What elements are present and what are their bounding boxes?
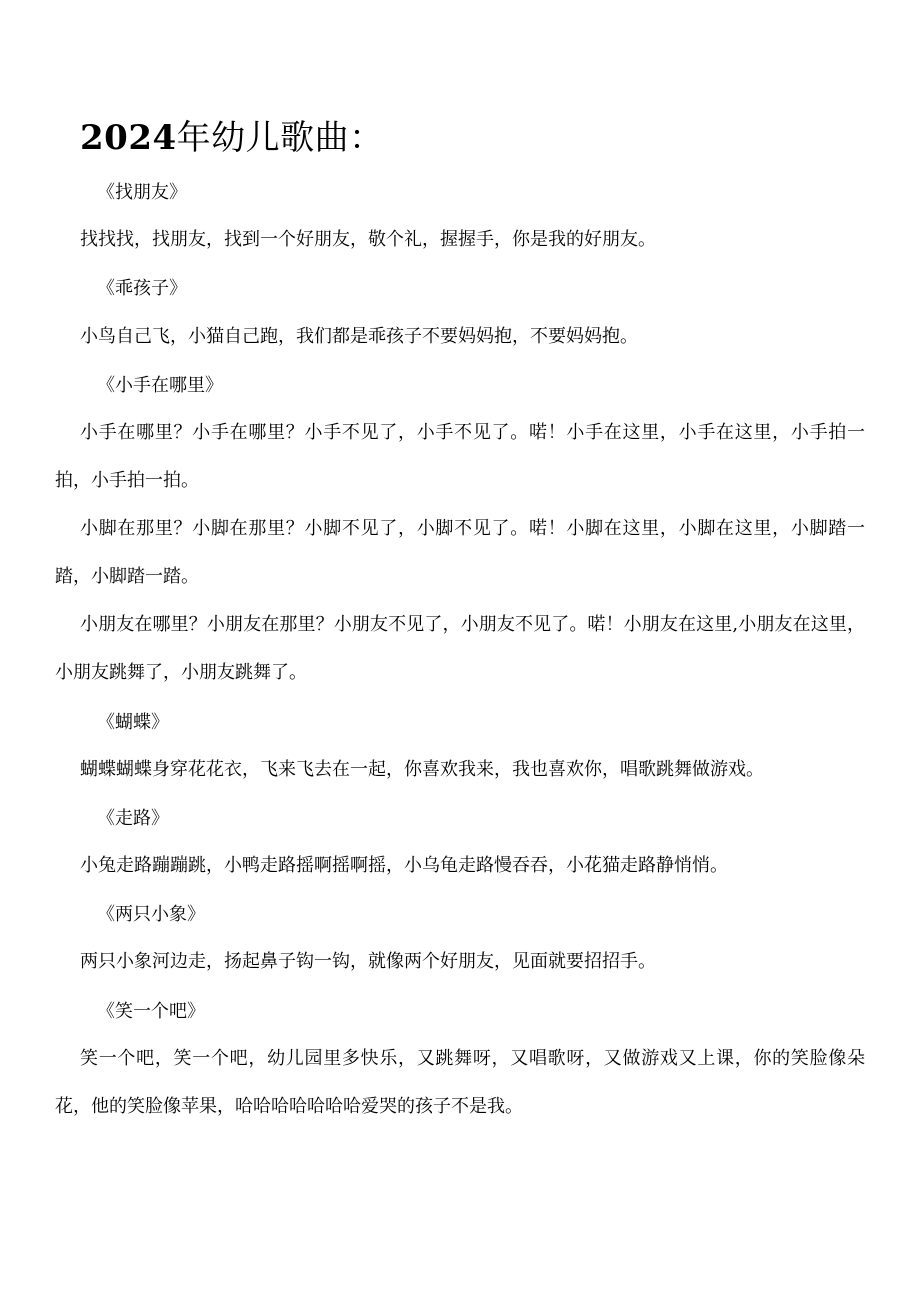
song-lyric: 小兔走路蹦蹦跳，小鸭走路摇啊摇啊摇，小乌龟走路慢吞吞，小花猫走路静悄悄。: [80, 855, 728, 876]
song-title: 《找朋友》: [97, 182, 187, 203]
song-lyric: 小手在哪里？小手在哪里？小手不见了，小手不见了。喏！小手在这里，小手在这里，小手拍一拍，小手拍一拍。: [55, 422, 865, 491]
song-title: 《两只小象》: [97, 904, 205, 925]
title-year: 2024: [80, 118, 177, 158]
song-title: 《走路》: [97, 808, 169, 829]
title-text: 年幼儿歌曲：: [176, 118, 384, 158]
song-title: 《乖孩子》: [97, 278, 187, 299]
song-lyric: 蝴蝶蝴蝶身穿花花衣，飞来飞去在一起，你喜欢我来，我也喜欢你，唱歌跳舞做游戏。: [80, 759, 764, 780]
document-title: [80, 114, 384, 162]
song-lyric: 笑一个吧，笑一个吧，幼儿园里多快乐，又跳舞呀，又唱歌呀，又做游戏又上课，你的笑脸像朵花，他的笑脸像苹果，哈哈哈哈哈哈哈爱哭的孩子不是我。: [55, 1048, 865, 1117]
song-title: 《笑一个吧》: [97, 1001, 205, 1022]
song-lyric: 两只小象河边走，扬起鼻子钩一钩，就像两个好朋友，见面就要招招手。: [80, 951, 656, 972]
song-lyric: 小脚在那里？小脚在那里？小脚不见了，小脚不见了。喏！小脚在这里，小脚在这里，小脚踏一踏，小脚踏一踏。: [55, 518, 865, 587]
song-title: 《蝴蝶》: [97, 712, 169, 733]
song-lyric: 小朋友在哪里？小朋友在那里？小朋友不见了，小朋友不见了。喏！小朋友在这里,小朋友在这里，小朋友跳舞了，小朋友跳舞了。: [55, 614, 865, 683]
song-lyric: 找找找，找朋友，找到一个好朋友，敬个礼，握握手，你是我的好朋友。: [80, 229, 656, 250]
song-lyric: 小鸟自己飞，小猫自己跑，我们都是乖孩子不要妈妈抱，不要妈妈抱。: [80, 326, 638, 347]
song-title: 《小手在哪里》: [97, 375, 223, 396]
